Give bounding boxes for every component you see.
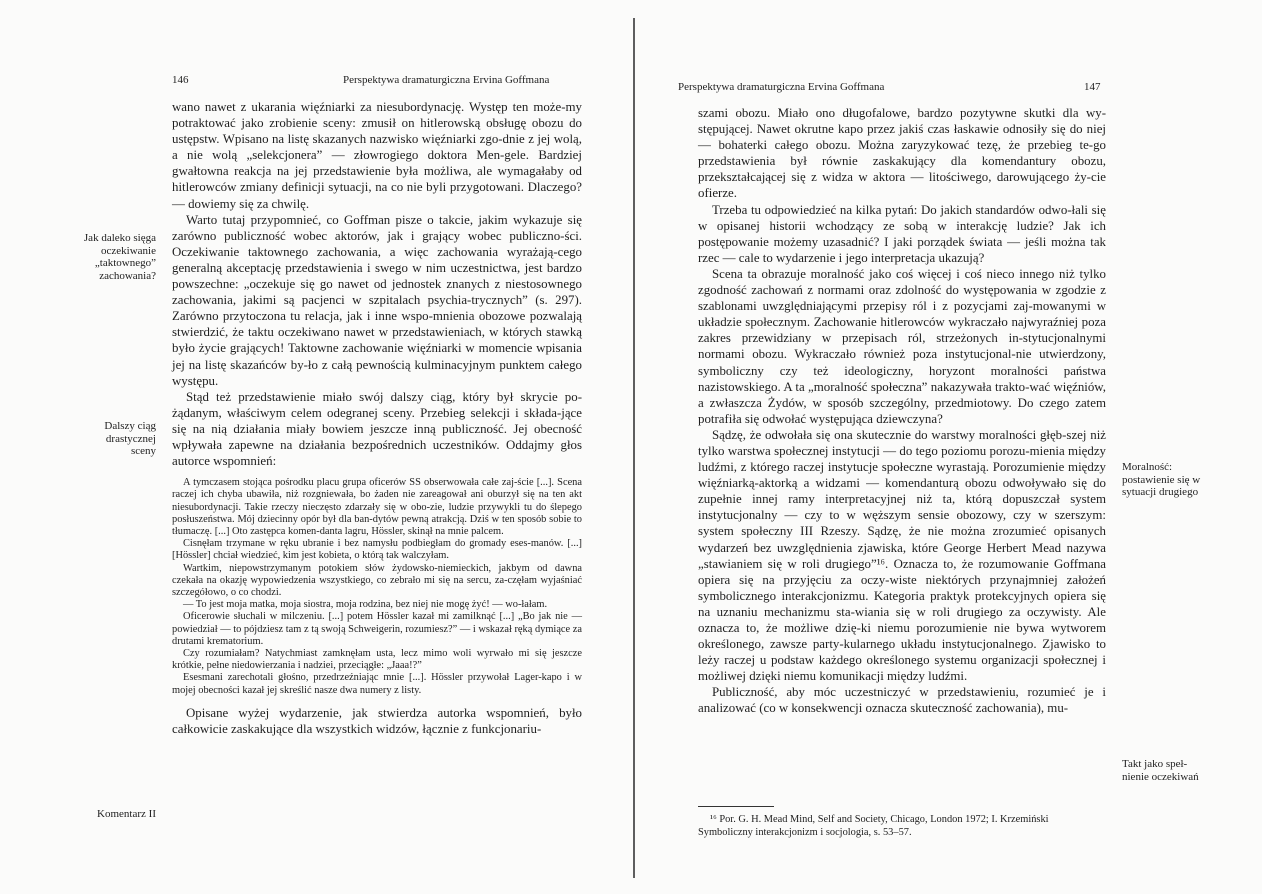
quote-paragraph: Czy rozumiałam? Natychmiast zamknęłam usta, lecz mimo woli wyrwało mi się jeszcze krótkie, pełne niedowierzania i nadziei, przeciągłe: „Jaaa!?” bbox=[172, 648, 582, 672]
paragraph: Sądzę, że odwołała się ona skutecznie do warstwy moralności głęb-szej niż tylko warstwa społecznej instytucji — do tego poziomu porozu-mienia między ludźmi, z którego raczej instytucje społeczne wyrastają. Porozumienie między więźniarką-aktorką a widzami — komendanturą obozu odwoływało się do zupełnie innej ramy interpretacyjnej niż ta, którą dopuszczał system instytucjonalny — czy to w węższym sensie obozowy, czy w szerszym: system społeczny III Rzeszy. Sądzę, że nie można zrozumieć opisanych wydarzeń bez uwzględnienia zjawiska, które George Herbert Mead nazywa „stawianiem się w roli drugiego”¹⁶. Oznacza to, że rozumowanie Goffmana opiera się na przyjęciu za oczy-wiste niektórych przynajmniej założeń symbolicznego interakcjonizmu. Kategoria praktyk protekcyjnych opiera się na uznaniu mechanizmu sta-wiania się w roli drugiego za oczywisty. Ale oznacza to, że możliwe dzię-ki niemu porozumienie nie bywa wytworem określonego, zawsze party-kularnego układu instytucjonalnego. Zjawisko to leży raczej u podstaw każdego określonego systemu organizacji społecznej i możliwej dzięki niemu komunikacji między ludźmi. bbox=[698, 427, 1106, 684]
footnote-line: ¹⁶ Por. G. H. Mead Mind, Self and Society, Chicago, London 1972; I. Krzemiński bbox=[710, 814, 1049, 825]
left-running-head: Perspektywa dramaturgiczna Ervina Goffmana bbox=[343, 74, 550, 86]
left-text-column bbox=[172, 99, 582, 737]
paragraph: Opisane wyżej wydarzenie, jak stwierdza autorka wspomnień, było całkowicie zaskakujące dla wszystkich widzów, łącznie z funkcjonariu- bbox=[172, 705, 582, 736]
block-quote bbox=[172, 477, 582, 697]
paragraph: szami obozu. Miało ono długofalowe, bardzo pozytywne skutki dla wy-stępującej. Nawet okrutne kapo przez jakiś czas łaskawie odnosiły się do niej — bohaterki całego obozu. Można zaryzykować tezę, że przebieg te-go przedstawienia był równie zaskakujący dla komendantury obozu, przekształcającej się z widza w aktora — litościwego, darowującego ży-cie ofierze. bbox=[698, 106, 1106, 201]
margin-note-morality: Moralność: postawienie się w sytuacji drugiego bbox=[1122, 461, 1201, 499]
quote-paragraph: Wartkim, niepowstrzymanym potokiem słów żydowsko-niemieckich, jakbym od dawna czekała na okazję wypowiedzenia wszystkiego, co zebrało mi się na sercu, za-częłam wyjaśniać szczegółowo, o co chodzi. bbox=[172, 562, 582, 598]
book-gutter bbox=[633, 18, 635, 878]
footnote-line: Symboliczny interakcjonizm i socjologia, s. 53–57. bbox=[698, 827, 912, 838]
quote-paragraph: Cisnęłam trzymane w ręku ubranie i bez namysłu podbiegłam do gromady eses-manów. [...] [Hössler] chciał wiedzieć, kim jest kobieta, o którą tak walczyłam. bbox=[172, 538, 582, 562]
paragraph: Stąd też przedstawienie miało swój dalszy ciąg, który był skrycie po-żądanym, właściwym celem odegranej sceny. Przebieg selekcji i składa-jące się na nią działania miały bowiem jeszcze inną publiczność. Jej obecność wpływała zapewne na działania bezpośrednich uczestników. Oddajmy głos autorce wspomnień: bbox=[172, 389, 582, 469]
right-page-number: 147 bbox=[1084, 81, 1101, 93]
right-text-column bbox=[698, 105, 1106, 717]
margin-note-drastic-scene: Dalszy ciąg drastycznej sceny bbox=[104, 420, 156, 458]
quote-paragraph: — To jest moja matka, moja siostra, moja rodzina, bez niej nie mogę żyć! — wo-łałam. bbox=[183, 599, 548, 611]
paragraph: Scena ta obrazuje moralność jako coś więcej i coś nieco innego niż tylko zgodność zachowań z normami oraz zdolność do występowania w zgodzie z szablonami uwzględniającymi przepisy ról i z pozycjami zaj-mowanymi w układzie społecznym. Zachowanie hitlerowców wykraczało najwyraźniej poza zakres przewidziany w przepisach ról, strzeżonych in-stytucjonalnymi normami obozu. Wykraczało również poza instytucjonal-nie utwierdzony, symboliczny czy też ideologiczny, horyzont moralności państwa nazistowskiego. A ta „moralność społeczna” nakazywała trakto-wać więźniów, a zwłaszcza Żydów, w sposób szczególny, przedmiotowy. Do czego zatem potrafiła się odwołać występująca dziewczyna? bbox=[698, 266, 1106, 426]
quote-paragraph: Esesmani zarechotali głośno, przedrzeźniając mnie [...]. Hössler przywołał Lager-kapo i w mojej obecności kazał jej skreślić nasze dwa numery z listy. bbox=[172, 672, 582, 696]
margin-note-tact-expectations: Takt jako speł-nienie oczekiwań bbox=[1122, 758, 1199, 783]
quote-paragraph: A tymczasem stojąca pośrodku placu grupa oficerów SS obserwowała całe zaj-ście [...]. Scena raczej ich chyba ubawiła, niż rozgniewała, bo żaden nie zareagował ani oburzył się na ten akt niesubordynacji. Takie rzeczy nieczęsto zdarzały się w obo-zie, ludzie przywykli tu do ślepego posłuszeństwa. Mój dziecinny opór był dla ban-dytów pewną atrakcją. Dziś w ten sposób sobie to tłumaczę. [...] Oto zastępca komen-danta lagru, Hössler, skinął na mnie palcem. bbox=[172, 477, 582, 537]
left-page-number: 146 bbox=[172, 74, 189, 86]
paragraph: Trzeba tu odpowiedzieć na kilka pytań: Do jakich standardów odwo-łali się w opisanej historii wchodzący ze sobą w interakcję ludzie? Jak ich postępowanie możemy uzasadnić? I jaki porządek świata — jeśli można tak rzec — cale to wydarzenie i jego interpretacja ukazują? bbox=[698, 202, 1106, 265]
paragraph: Publiczność, aby móc uczestniczyć w przedstawieniu, rozumieć je i analizować (co w konsekwencji oznacza skuteczność zachowania), mu- bbox=[698, 685, 1106, 716]
margin-note-tact: Jak daleko sięga oczekiwanie „taktownego” zachowania? bbox=[83, 232, 156, 283]
right-running-head: Perspektywa dramaturgiczna Ervina Goffmana bbox=[678, 81, 885, 93]
paragraph: Warto tutaj przypomnieć, co Goffman pisze o takcie, jakim wykazuje się zarówno publiczność wobec aktorów, jak i grający wobec publiczno-ści. Oczekiwanie taktownego zachowania, a więc zachowania wyrażają-cego generalną akceptację przedstawienia i swego w nim uczestnictwa, jest bardzo powszechne: „oczekuje się go nawet od jednostek znanych z niestosownego zachowania, jakimi są pacjenci w szpitalach psychia-trycznych” (s. 297). Zarówno przytoczona tu relacja, jak i inne wspo-mnienia obozowe pozwalają stwierdzić, że taktu oczekiwano nawet w przedstawieniach, w których stawką było życie grających! Taktowne zachowanie więźniarki w momencie wpisania jej na listę skazańców by-ło z całą pewnością kulminacyjnym punktem całego występu. bbox=[172, 212, 582, 388]
margin-note-comment-ii: Komentarz II bbox=[97, 808, 156, 820]
footnote-rule bbox=[698, 806, 774, 807]
paragraph: wano nawet z ukarania więźniarki za niesubordynację. Występ ten może-my potraktować jako zrobienie sceny: zmusił on hitlerowską obsługę obozu do ustępstw. Wpisano na listę skazanych nazwisko więźniarki zgo-dnie z jej wolą, a nie wolą „selekcjonera” — złowrogiego doktora Men-gele. Bardziej gwałtowna reakcja na jej przedstawienie była możliwa, ale wymagałaby od hitlerowców zmiany definicji sytuacji, na co nie byli przygotowani. Dlaczego? — dowiemy się za chwilę. bbox=[172, 100, 582, 211]
quote-paragraph: Oficerowie słuchali w milczeniu. [...] potem Hössler kazał mi zamilknąć [...] „Bo jak nie — powiedział — to pójdziesz tam z tą swoją Schweigerin, rozumiesz?” — i wskazał ręką dymiące za drutami krematorium. bbox=[172, 611, 582, 647]
footnote-16 bbox=[698, 813, 1108, 839]
